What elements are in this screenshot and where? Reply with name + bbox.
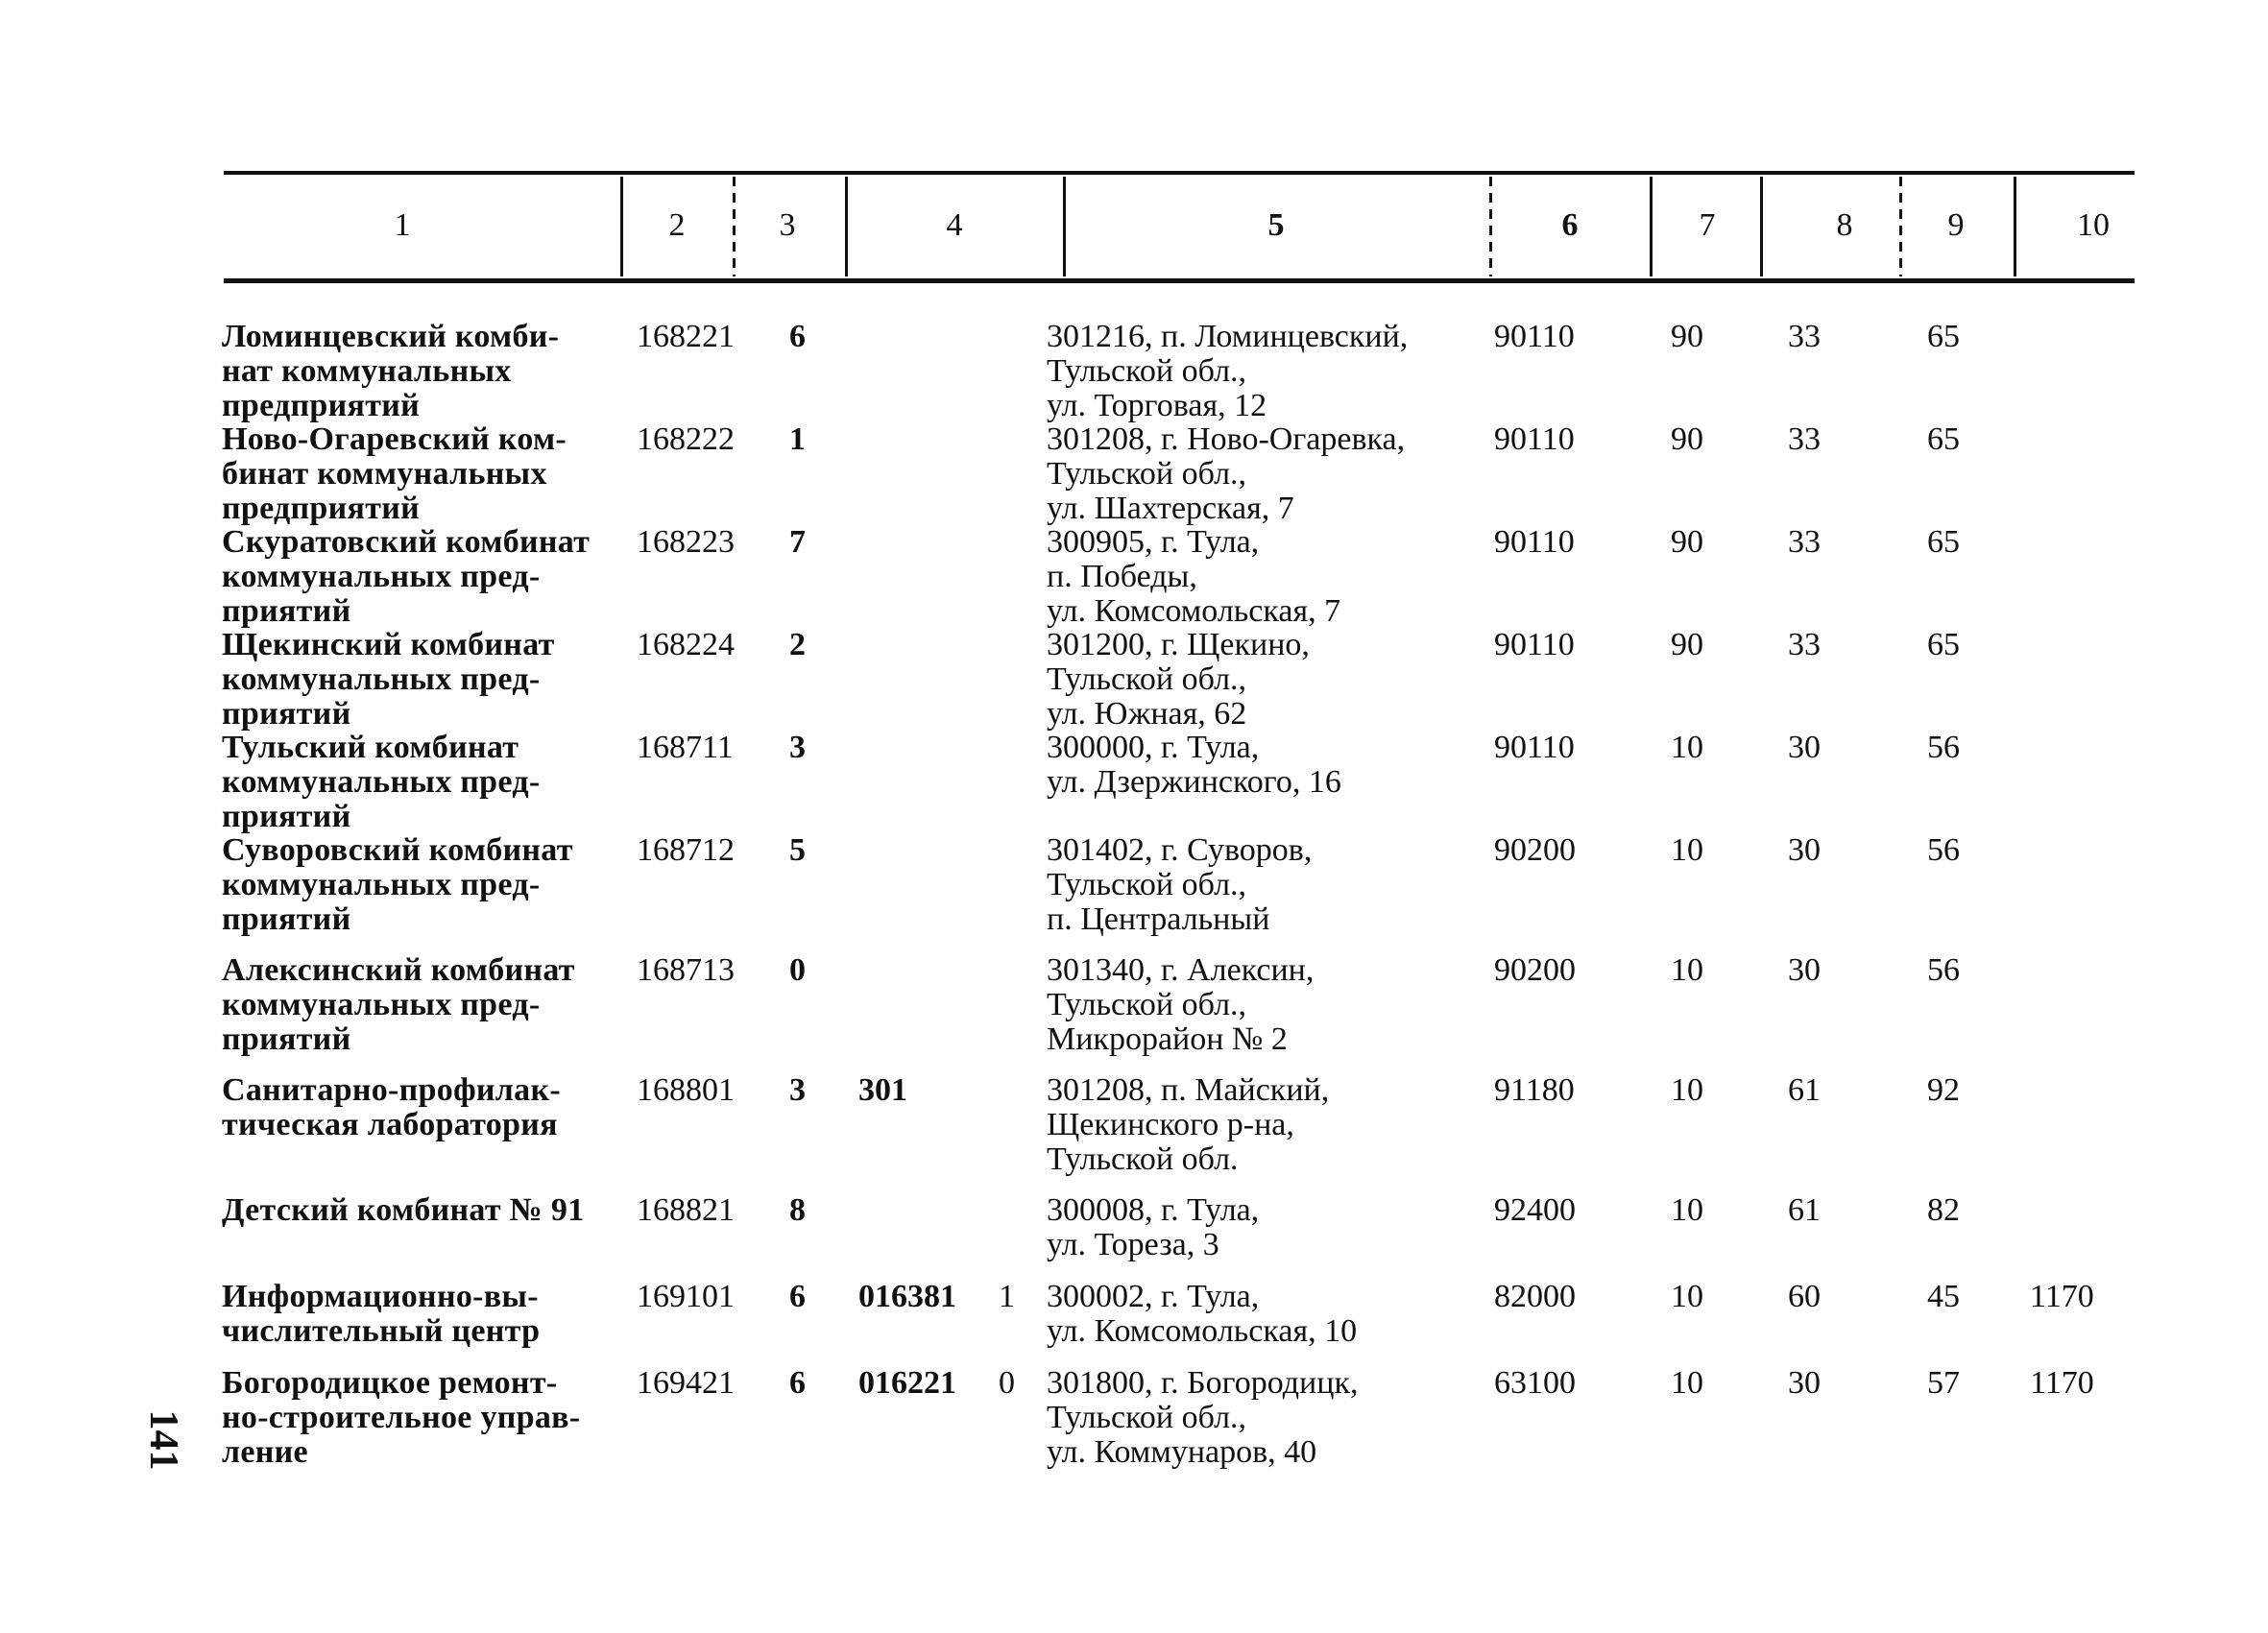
column-4-code: 301 <box>858 1072 907 1108</box>
column-divider <box>845 177 848 276</box>
column-6-value: 90200 <box>1494 832 1576 868</box>
column-8-value: 30 <box>1788 1365 1821 1401</box>
check-digit: 8 <box>789 1192 806 1228</box>
column-divider <box>2014 177 2016 276</box>
column-9-value: 45 <box>1927 1279 1960 1314</box>
column-7-value: 10 <box>1671 1192 1703 1228</box>
address: 301340, г. Алексин, Тульской обл., Микрорайон № 2 <box>1047 952 1315 1057</box>
organization-name: Санитарно-профилак- тическая лаборатория <box>222 1072 561 1142</box>
column-7-value: 10 <box>1671 730 1703 765</box>
column-8-value: 61 <box>1788 1192 1821 1228</box>
column-9-value: 65 <box>1927 627 1960 662</box>
column-number: 10 <box>2077 207 2110 243</box>
column-9-value: 56 <box>1927 730 1960 765</box>
org-code: 168711 <box>637 730 734 765</box>
column-divider <box>1760 177 1763 276</box>
column-8-value: 33 <box>1788 627 1821 662</box>
page-number <box>141 1397 185 1483</box>
organization-name: Информационно-вы- числительный центр <box>222 1279 541 1349</box>
column-9-value: 56 <box>1927 952 1960 988</box>
column-7-value: 10 <box>1671 1072 1703 1108</box>
column-number: 2 <box>668 207 686 243</box>
check-digit: 2 <box>789 627 806 662</box>
column-number: 1 <box>394 207 411 243</box>
check-digit: 5 <box>789 832 806 868</box>
organization-name: Богородицкое ремонт- но-строительное управ- ление <box>222 1365 581 1470</box>
organization-name: Алексинский комбинат коммунальных пред- приятий <box>222 952 575 1057</box>
column-divider <box>1650 177 1653 276</box>
org-code: 168224 <box>637 627 735 662</box>
column-8-value: 30 <box>1788 952 1821 988</box>
column-4-code: 016381 <box>858 1279 956 1314</box>
column-7-value: 90 <box>1671 627 1703 662</box>
org-code: 168712 <box>637 832 735 868</box>
column-divider <box>733 177 736 276</box>
column-number: 4 <box>946 207 963 243</box>
column-9-value: 65 <box>1927 421 1960 457</box>
column-10-value: 1170 <box>2030 1365 2094 1401</box>
column-6-value: 82000 <box>1494 1279 1576 1314</box>
check-digit: 6 <box>789 319 806 354</box>
column-number: 8 <box>1836 207 1853 243</box>
check-digit: 6 <box>789 1279 806 1314</box>
organization-name: Щекинский комбинат коммунальных пред- приятий <box>222 627 555 732</box>
column-number: 5 <box>1267 207 1285 243</box>
column-number: 7 <box>1699 207 1716 243</box>
check-digit: 3 <box>789 1072 806 1108</box>
column-7-value: 90 <box>1671 524 1703 560</box>
check-digit: 3 <box>789 730 806 765</box>
org-code: 168713 <box>637 952 735 988</box>
column-6-value: 90110 <box>1494 627 1575 662</box>
address: 301800, г. Богородицк, Тульской обл., ул. Коммунаров, 40 <box>1047 1365 1359 1470</box>
column-8-value: 61 <box>1788 1072 1821 1108</box>
column-6-value: 90110 <box>1494 319 1575 354</box>
column-8-value: 33 <box>1788 421 1821 457</box>
organization-name: Ново-Огаревский ком- бинат коммунальных предприятий <box>222 421 567 526</box>
organization-name: Скуратовский комбинат коммунальных пред- приятий <box>222 524 591 629</box>
column-8-value: 30 <box>1788 730 1821 765</box>
column-7-value: 90 <box>1671 421 1703 457</box>
column-7-value: 90 <box>1671 319 1703 354</box>
column-4-code: 016221 <box>858 1365 956 1401</box>
column-6-value: 90110 <box>1494 524 1575 560</box>
address: 300002, г. Тула, ул. Комсомольская, 10 <box>1047 1279 1358 1349</box>
org-code: 168821 <box>637 1192 735 1228</box>
check-digit: 6 <box>789 1365 806 1401</box>
address: 301216, п. Ломинцевский, Тульской обл., ул. Торговая, 12 <box>1047 319 1409 423</box>
column-8-value: 30 <box>1788 832 1821 868</box>
column-divider <box>1489 177 1492 276</box>
column-8-value: 33 <box>1788 319 1821 354</box>
table-top-rule <box>224 171 2135 175</box>
org-code: 169101 <box>637 1279 735 1314</box>
organization-name: Суворовский комбинат коммунальных пред- приятий <box>222 832 573 937</box>
column-divider <box>620 177 623 276</box>
column-7-value: 10 <box>1671 1279 1703 1314</box>
org-code: 169421 <box>637 1365 735 1401</box>
address: 301208, п. Майский, Щекинского р-на, Тульской обл. <box>1047 1072 1330 1177</box>
table-header-rule <box>224 278 2135 283</box>
column-9-value: 56 <box>1927 832 1960 868</box>
organization-name: Тульский комбинат коммунальных пред- приятий <box>222 730 541 834</box>
column-9-value: 57 <box>1927 1365 1960 1401</box>
column-9-value: 65 <box>1927 319 1960 354</box>
organization-name: Детский комбинат № 91 <box>222 1192 585 1228</box>
org-code: 168222 <box>637 421 735 457</box>
organization-name: Ломинцевский комби- нат коммунальных предприятий <box>222 319 560 423</box>
org-code: 168221 <box>637 319 735 354</box>
column-divider <box>1899 177 1902 276</box>
column-4-digit: 0 <box>999 1365 1015 1401</box>
address: 301402, г. Суворов, Тульской обл., п. Центральный <box>1047 832 1313 937</box>
org-code: 168223 <box>637 524 735 560</box>
address: 300008, г. Тула, ул. Тореза, 3 <box>1047 1192 1260 1262</box>
column-number: 3 <box>779 207 796 243</box>
org-code: 168801 <box>637 1072 735 1108</box>
check-digit: 7 <box>789 524 806 560</box>
column-6-value: 90110 <box>1494 421 1575 457</box>
address: 301208, г. Ново-Огаревка, Тульской обл., ул. Шахтерская, 7 <box>1047 421 1406 526</box>
column-7-value: 10 <box>1671 1365 1703 1401</box>
page-number-text: 141 <box>141 1409 185 1471</box>
column-6-value: 92400 <box>1494 1192 1576 1228</box>
column-6-value: 90200 <box>1494 952 1576 988</box>
address: 300000, г. Тула, ул. Дзержинского, 16 <box>1047 730 1341 800</box>
column-9-value: 82 <box>1927 1192 1960 1228</box>
column-7-value: 10 <box>1671 832 1703 868</box>
column-7-value: 10 <box>1671 952 1703 988</box>
column-9-value: 65 <box>1927 524 1960 560</box>
column-6-value: 63100 <box>1494 1365 1576 1401</box>
address: 300905, г. Тула, п. Победы, ул. Комсомольская, 7 <box>1047 524 1341 629</box>
column-6-value: 91180 <box>1494 1072 1575 1108</box>
column-number: 9 <box>1947 207 1965 243</box>
check-digit: 0 <box>789 952 806 988</box>
column-10-value: 1170 <box>2030 1279 2094 1314</box>
address: 301200, г. Щекино, Тульской обл., ул. Южная, 62 <box>1047 627 1310 732</box>
column-number: 6 <box>1561 207 1579 243</box>
column-6-value: 90110 <box>1494 730 1575 765</box>
column-8-value: 60 <box>1788 1279 1821 1314</box>
column-9-value: 92 <box>1927 1072 1960 1108</box>
column-8-value: 33 <box>1788 524 1821 560</box>
column-4-digit: 1 <box>999 1279 1015 1314</box>
column-divider <box>1063 177 1066 276</box>
check-digit: 1 <box>789 421 806 457</box>
